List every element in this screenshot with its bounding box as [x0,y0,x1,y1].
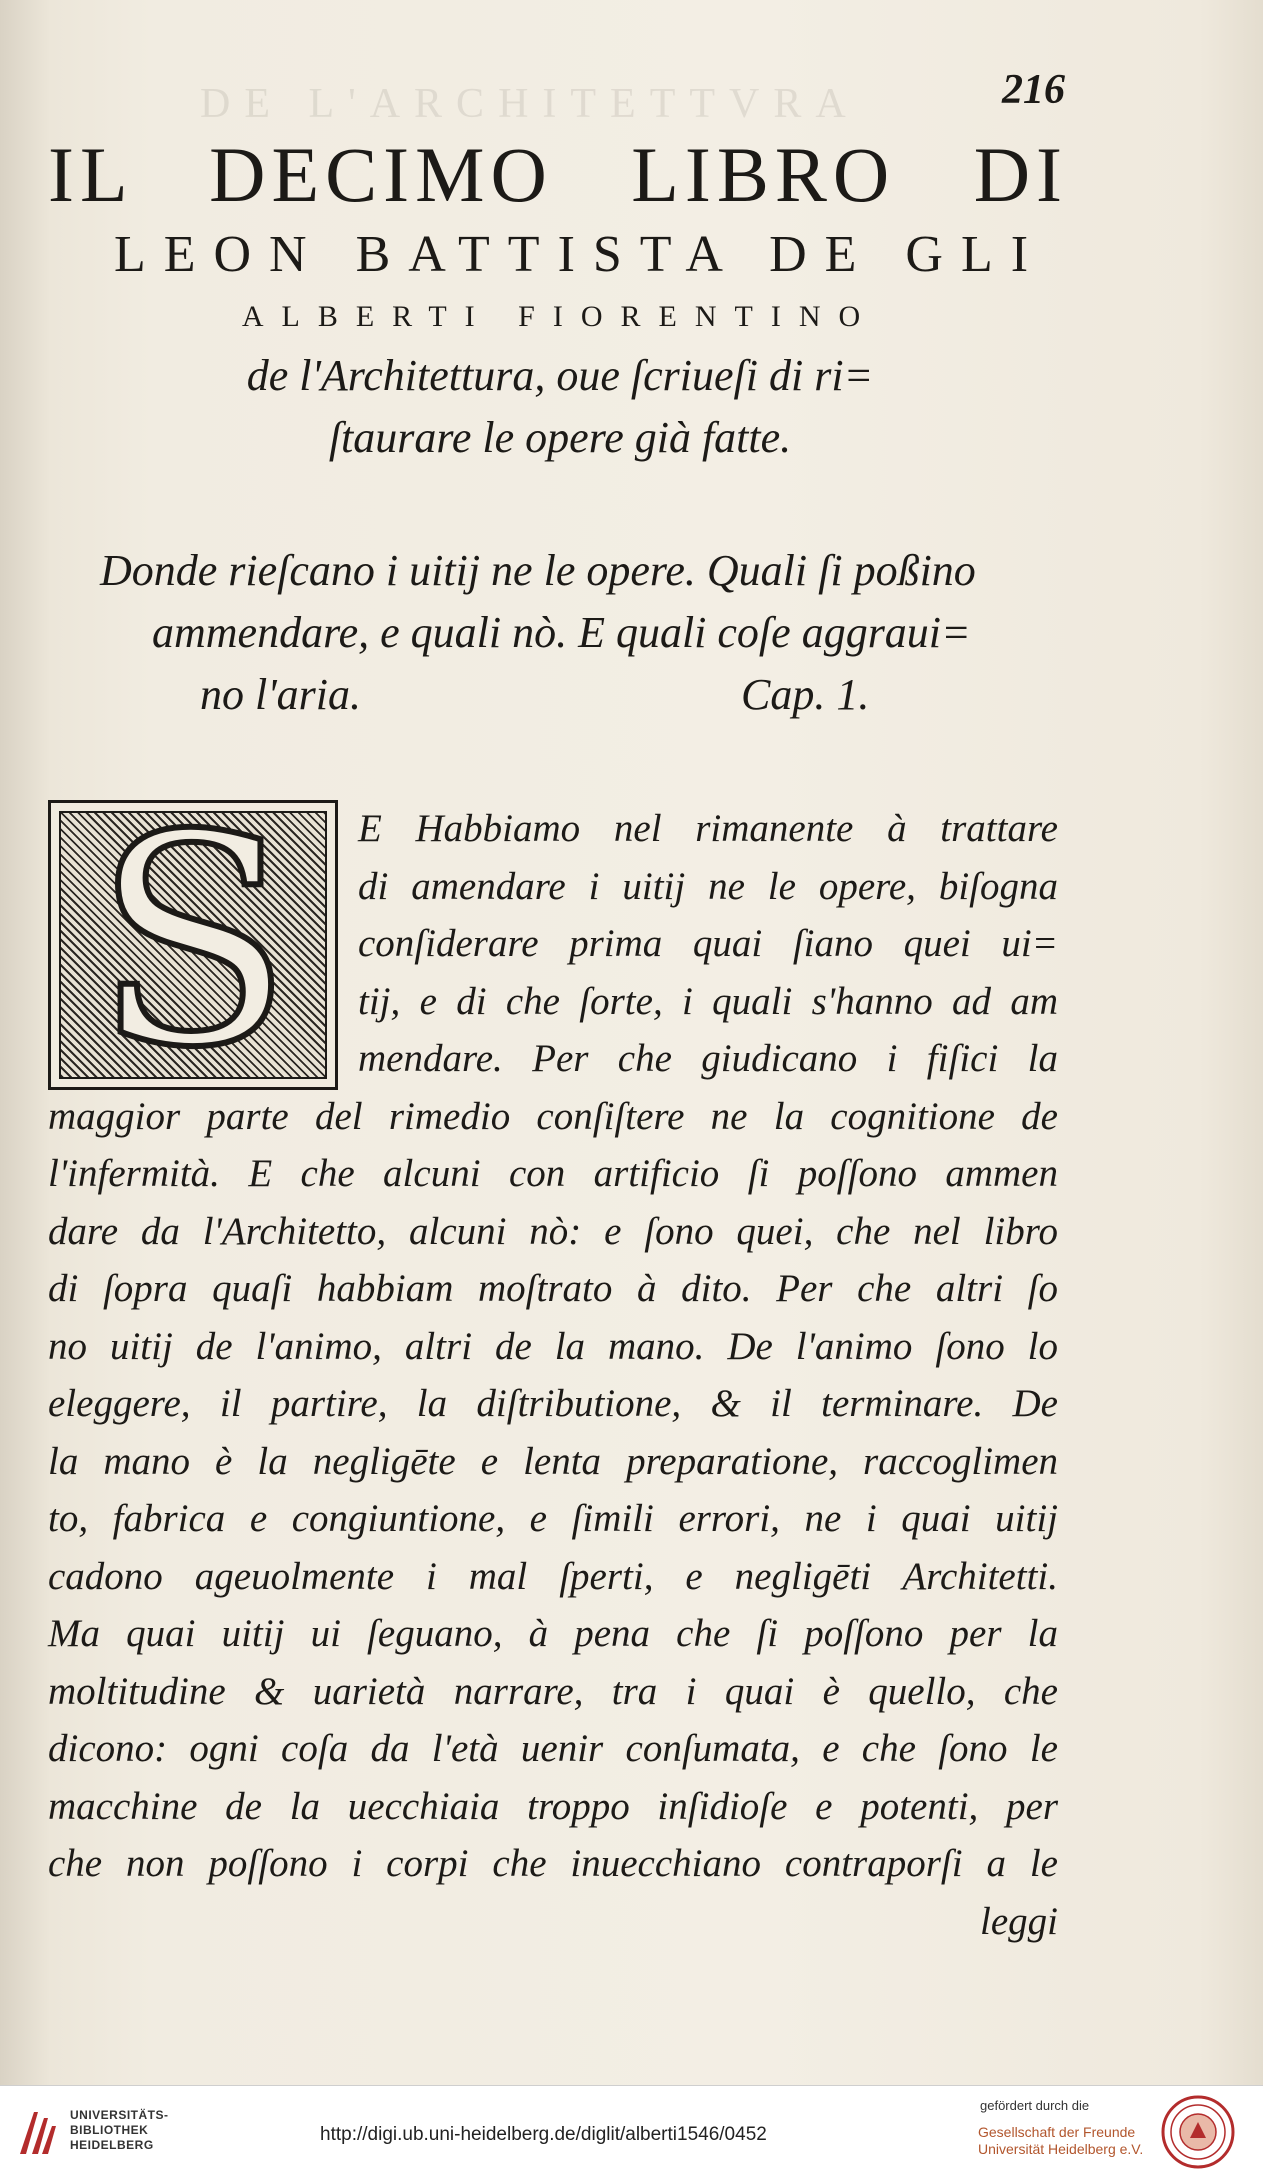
body-line: mendare. Per che giudicano i fiſici la [358,1037,1058,1080]
permalink-url[interactable]: http://digi.ub.uni-heidelberg.de/diglit/alberti1546/0452 [320,2124,767,2145]
title-line-1: IL DECIMO LIBRO DI [48,131,1068,218]
body-line: l'infermità. E che alcuni con artificio ſi poſſono ammen [48,1152,1058,1195]
body-line: che non poſſono i corpi che inuecchiano contraporſi a le [48,1842,1058,1885]
body-line: di ſopra quaſi habbiam moſtrato à dito. Per che altri ſo [48,1267,1058,1310]
body-line: eleggere, il partire, la diſtributione, & il terminare. De [48,1382,1058,1425]
sponsor-name-line: Universität Heidelberg e.V. [978,2141,1144,2157]
library-name-line: HEIDELBERG [70,2138,154,2152]
chapter-line [100,664,1060,726]
library-name [70,2108,169,2153]
sponsor-label: gefördert durch die [980,2098,1090,2113]
chapter-line: Donde rieſcano i uitij ne le opere. Quali ſi poßino [100,546,976,595]
body-line: tij, e di che ſorte, i quali s'hanno ad am [358,979,1058,1023]
chapter-heading [100,540,1060,726]
catchword: leggi [980,1899,1058,1943]
university-library-logo-icon[interactable] [14,2104,60,2160]
body-line: di amendare i uitij ne le opere, biſogna [358,864,1058,908]
chapter-line-text: no l'aria. [200,670,361,719]
subtitle [180,345,940,469]
body-line: moltitudine & uarietà narrare, tra i quai è quello, che [48,1669,1058,1713]
body-text [48,800,1058,1950]
subtitle-line: ſtaurare le opere già fatte. [328,413,792,462]
sponsor-name-line: Gesellschaft der Freunde [978,2124,1136,2140]
page-number: 216 [1002,67,1065,113]
header-bleed-through: DE L'ARCHITETTVRA [200,81,860,127]
initial-letter: S [93,774,293,1111]
body-line: no uitij de l'animo, altri de la mano. De l'animo ſono lo [48,1324,1058,1368]
chapter-line: ammendare, e quali nò. E quali coſe aggraui= [152,608,971,657]
library-name-line: BIBLIOTHEK [70,2123,149,2137]
body-line: macchine de la uecchiaia troppo inſidioſe e potenti, per [48,1784,1058,1828]
viewer-footer [0,2085,1263,2177]
subtitle-line: de l'Architettura, oue ſcriueſi di ri= [246,351,874,400]
body-line: dicono: ogni coſa da l'età uenir conſumata, e che ſono le [48,1727,1058,1770]
body-line: Ma quai uitij ui ſeguano, à pena che ſi poſſono per la [48,1612,1058,1655]
body-line: E Habbiamo nel rimanente à trattare [358,807,1058,850]
sponsor-name[interactable] [978,2124,1143,2158]
body-line: dare da l'Architetto, alcuni nò: e ſono quei, che nel libro [48,1209,1058,1253]
body-line: cadono ageuolmente i mal ſperti, e negligēti Architetti. [48,1554,1058,1598]
body-line: maggior parte del rimedio conſiſtere ne la cognitione de [48,1094,1058,1138]
body-line: to, fabrica e congiuntione, e ſimili errori, ne i quai uitij [48,1497,1058,1540]
body-line: conſiderare prima quai ſiano quei ui= [358,922,1058,965]
chapter-label: Cap. 1. [740,670,870,719]
title-line-3: ALBERTI FIORENTINO [241,300,879,333]
library-name-line: UNIVERSITÄTS- [70,2108,169,2122]
title-line-2: LEON BATTISTA DE GLI [113,226,1047,283]
university-seal-icon[interactable] [1160,2094,1236,2170]
body-line: la mano è la negligēte e lenta preparatione, raccoglimen [48,1439,1058,1483]
